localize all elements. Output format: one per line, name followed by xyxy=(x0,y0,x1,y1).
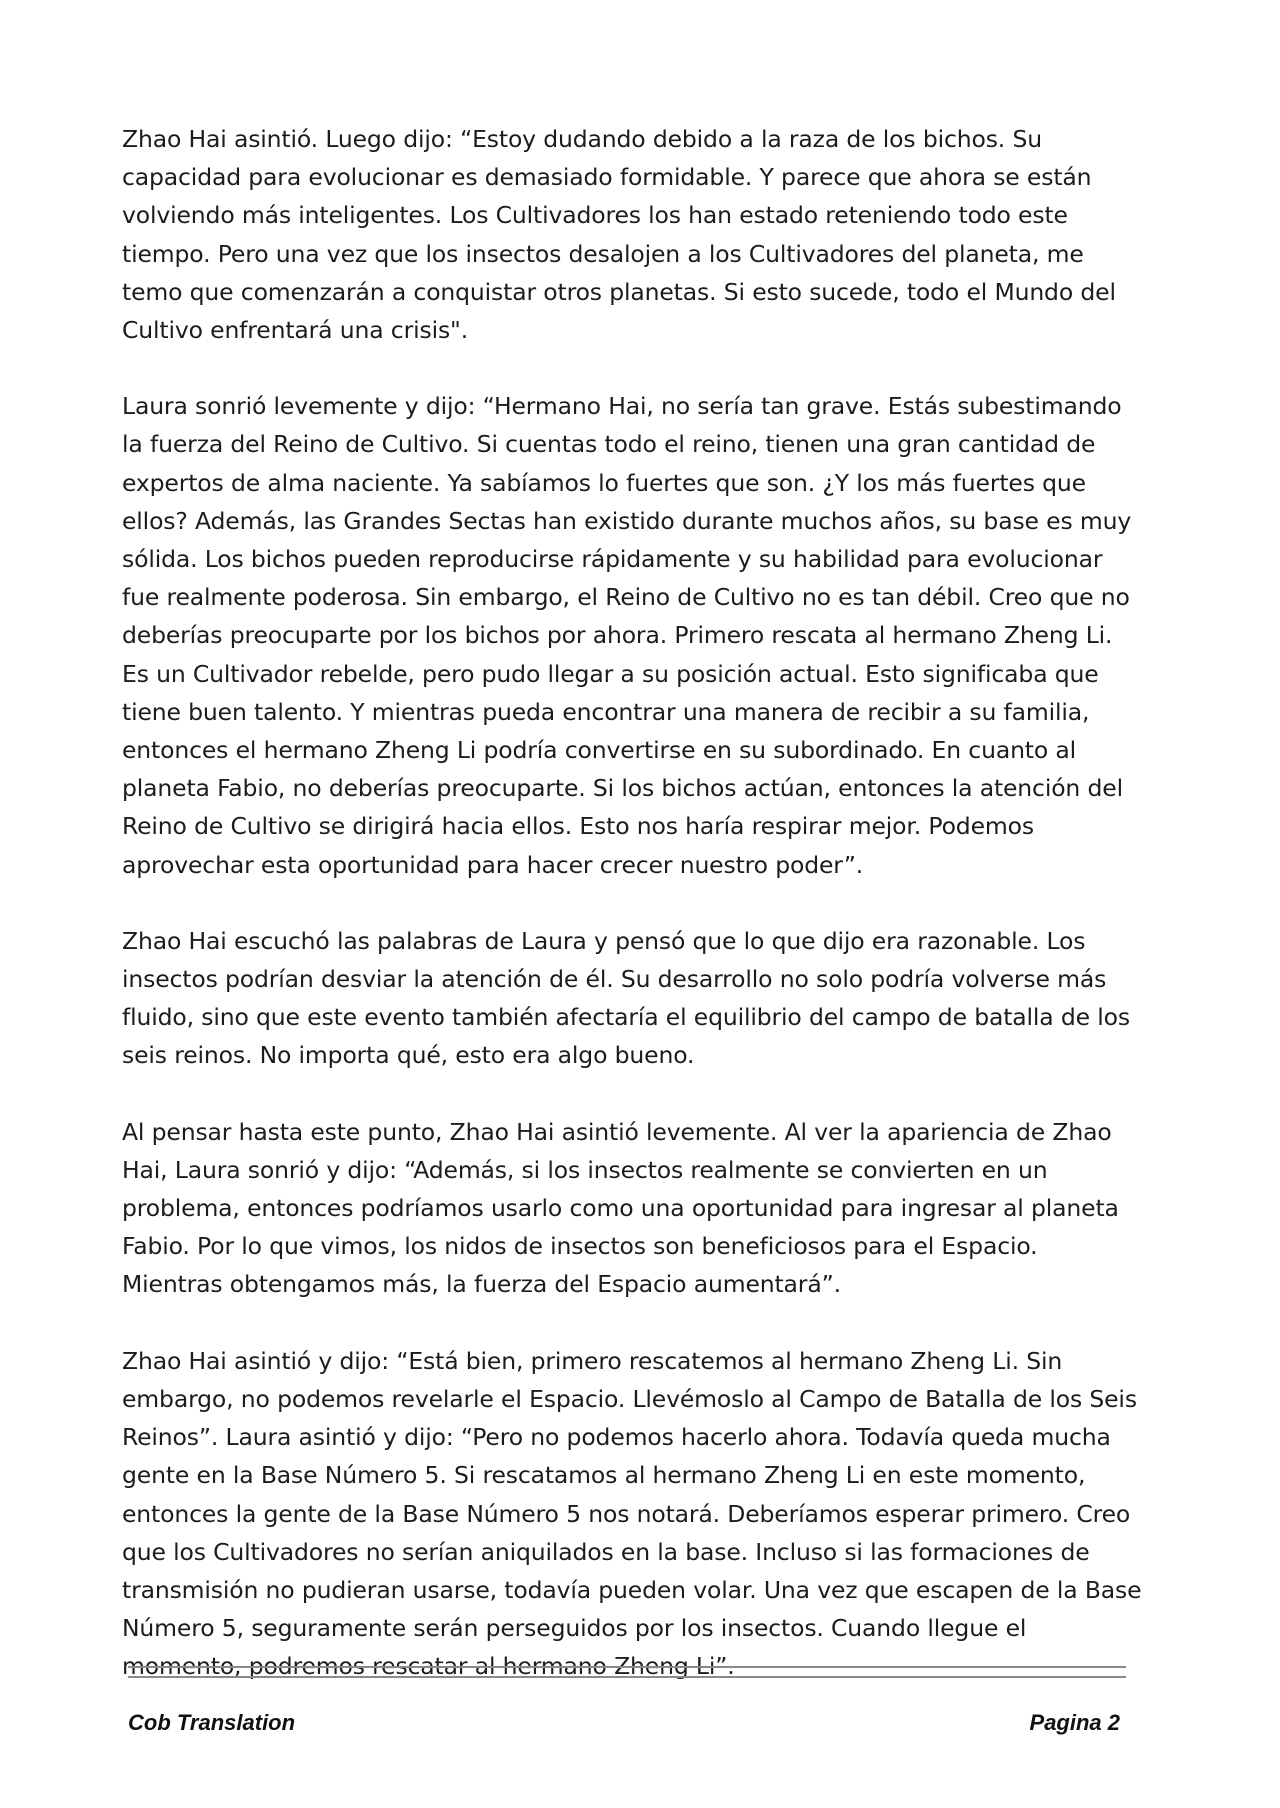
body-text xyxy=(122,120,1142,1724)
paragraph-3: Zhao Hai escuchó las palabras de Laura y pensó que lo que dijo era razonable. Los insectos podrían desviar la atención de él. Su desarrollo no solo podría volverse más fluido, sino que este evento también afectaría el equilibrio del campo de batalla de los seis reinos. No importa qué, esto era algo bueno. xyxy=(122,926,1130,1070)
paragraph-4: Al pensar hasta este punto, Zhao Hai asintió levemente. Al ver la apariencia de Zhao Hai, Laura sonrió y dijo: “Además, si los insectos realmente se convierten en un problema, entonces podríamos usarlo como una oportunidad para ingresar al planeta Fabio. Por lo que vimos, los nidos de insectos son beneficiosos para el Espacio. Mientras obtengamos más, la fuerza del Espacio aumentará”. xyxy=(122,1117,1119,1299)
footer-translator-credit: Cob Translation xyxy=(128,1710,296,1735)
footer-rule-bottom xyxy=(128,1676,1126,1678)
paragraph-1: Zhao Hai asintió. Luego dijo: “Estoy dudando debido a la raza de los bichos. Su capacidad para evolucionar es demasiado formidable. Y parece que ahora se están volviendo más inteligentes. Los Cultivadores los han estado reteniendo todo este tiempo. Pero una vez que los insectos desalojen a los Cultivadores del planeta, me temo que comenzarán a conquistar otros planetas. Si esto sucede, todo el Mundo del Cultivo enfrentará una crisis". xyxy=(122,125,1116,345)
footer-rule-top xyxy=(128,1666,1126,1668)
footer-divider xyxy=(128,1666,1126,1686)
page-footer xyxy=(128,1710,1120,1736)
paragraph-2: Laura sonrió levemente y dijo: “Hermano Hai, no sería tan grave. Estás subestimando la fuerza del Reino de Cultivo. Si cuentas todo el reino, tienen una gran cantidad de expertos de alma naciente. Ya sabíamos lo fuertes que son. ¿Y los más fuertes que ellos? Además, las Grandes Sectas han existido durante muchos años, su base es muy sólida. Los bichos pueden reproducirse rápidamente y su habilidad para evolucionar fue realmente poderosa. Sin embargo, el Reino de Cultivo no es tan débil. Creo que no deberías preocuparte por los bichos por ahora. Primero rescata al hermano Zheng Li. Es un Cultivador rebelde, pero pudo llegar a su posición actual. Esto significaba que tiene buen talento. Y mientras pueda encontrar una manera de recibir a su familia, entonces el hermano Zheng Li podría convertirse en su subordinado. En cuanto al planeta Fabio, no deberías preocuparte. Si los bichos actúan, entonces la atención del Reino de Cultivo se dirigirá hacia ellos. Esto nos haría respirar mejor. Podemos aprovechar esta oportunidad para hacer crecer nuestro poder”. xyxy=(122,392,1132,879)
paragraph-5: Zhao Hai asintió y dijo: “Está bien, primero rescatemos al hermano Zheng Li. Sin embargo, no podemos revelarle el Espacio. Llevémoslo al Campo de Batalla de los Seis Reinos”. Laura asintió y dijo: “Pero no podemos hacerlo ahora. Todavía queda mucha gente en la Base Número 5. Si rescatamos al hermano Zheng Li en este momento, entonces la gente de la Base Número 5 nos notará. Deberíamos esperar primero. Creo que los Cultivadores no serían aniquilados en la base. Incluso si las formaciones de transmisión no pudieran usarse, todavía pueden volar. Una vez que escapen de la Base Número 5, seguramente serán perseguidos por los insectos. Cuando llegue el momento, podremos rescatar al hermano Zheng Li”. xyxy=(122,1346,1142,1681)
footer-page-number: Pagina 2 xyxy=(1029,1710,1120,1735)
